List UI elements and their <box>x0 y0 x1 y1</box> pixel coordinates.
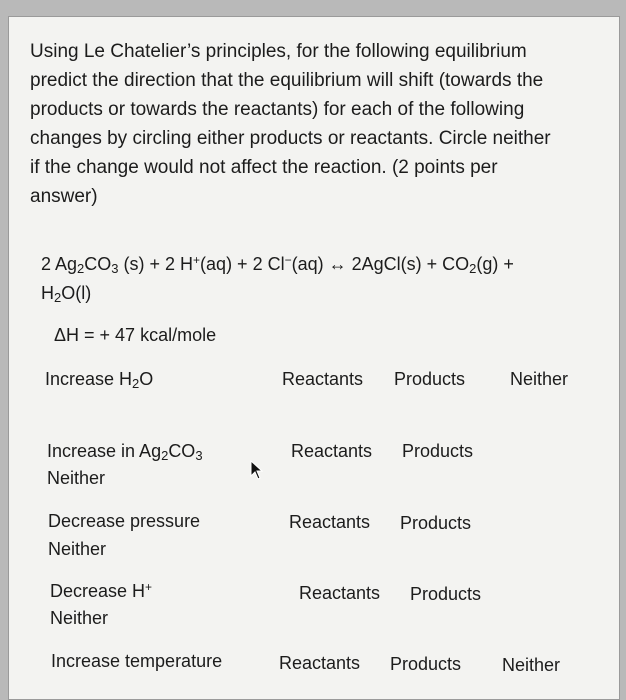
mouse-pointer-icon <box>250 460 264 480</box>
instruction-line: changes by circling either products or reactants. Circle neither <box>30 128 551 149</box>
delta-h: ΔH = + 47 kcal/mole <box>54 325 217 345</box>
products-option[interactable]: Products <box>390 654 462 674</box>
neither-option[interactable]: Neither <box>50 608 109 628</box>
reactants-option[interactable]: Reactants <box>291 441 373 461</box>
question-label: Increase in $Ag_2CO_3$ <box>47 441 203 463</box>
products-option[interactable]: Products <box>394 369 466 389</box>
neither-option[interactable]: Neither <box>47 468 106 488</box>
question-label: Decrease H+ <box>50 580 153 601</box>
instruction-line: Using Le Chatelier’s principles, for the following equilibrium <box>30 41 527 62</box>
neither-option[interactable]: Neither <box>48 539 107 559</box>
products-option[interactable]: Products <box>410 584 482 604</box>
instructions <box>30 37 590 211</box>
instruction-line: answer) <box>30 186 98 207</box>
neither-option[interactable]: Neither <box>502 655 561 675</box>
question-label: Decrease pressure <box>48 511 201 531</box>
question-label: Increase temperature <box>51 651 223 671</box>
reactants-option[interactable]: Reactants <box>279 653 361 673</box>
reactants-option[interactable]: Reactants <box>289 512 371 532</box>
equation-line-2: $H_2O(l)$ <box>41 283 92 305</box>
instruction-line: products or towards the reactants) for each of the following <box>30 99 525 120</box>
instruction-line: predict the direction that the equilibrium will shift (towards the <box>30 70 544 91</box>
equation-line-1: 2 $Ag_2CO_3$ (s) + 2 H+(aq) + 2 Cl−(aq) ↔ 2AgCl(s) + $CO_2(g)$ + <box>41 253 514 276</box>
instruction-line: if the change would not affect the reaction. (2 points per <box>30 157 498 178</box>
products-option[interactable]: Products <box>402 441 474 461</box>
reactants-option[interactable]: Reactants <box>282 369 364 389</box>
question-label: Increase $H_2O$ <box>45 369 154 391</box>
reactants-option[interactable]: Reactants <box>299 583 381 603</box>
products-option[interactable]: Products <box>400 513 472 533</box>
neither-option[interactable]: Neither <box>510 369 569 389</box>
